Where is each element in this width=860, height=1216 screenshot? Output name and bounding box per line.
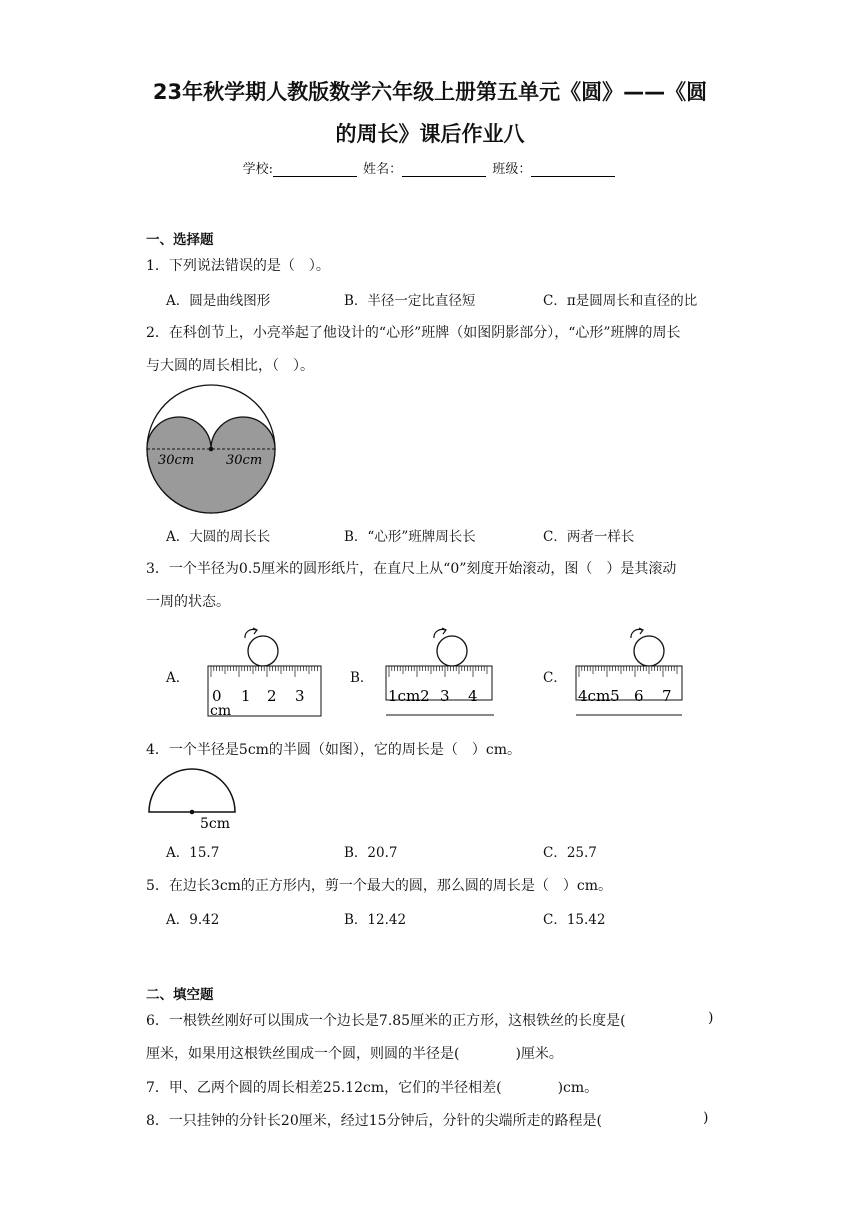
q2-option-a[interactable]: A．大圆的周长长	[166, 529, 271, 545]
q5-option-a[interactable]: A．9.42	[166, 912, 220, 928]
question-7: 7．甲、乙两个圆的周长相差25.12cm，它们的半径相差( )cm。	[146, 1080, 599, 1096]
q4-option-c[interactable]: C．25.7	[543, 845, 597, 861]
class-blank[interactable]	[531, 162, 615, 177]
page-title-line2: 的周长》课后作业八	[335, 122, 525, 146]
section-heading-choice: 一、选择题	[146, 232, 214, 248]
school-blank[interactable]	[273, 162, 357, 177]
question-2-line2: 与大圆的周长相比，（ ）。	[146, 358, 314, 374]
q4-option-b[interactable]: B．20.7	[344, 845, 398, 861]
name-label: 姓名：	[363, 162, 403, 177]
school-label: 学校:	[242, 162, 274, 177]
rolling-circle	[248, 636, 278, 666]
ruler-unit-label: cm	[210, 703, 232, 718]
q1-option-b[interactable]: B．半径一定比直径短	[344, 293, 476, 309]
q1-option-c[interactable]: C．π是圆周长和直径的比	[543, 293, 698, 309]
ruler-tick-label: 2	[267, 687, 277, 705]
name-blank[interactable]	[402, 162, 486, 177]
ruler-tick-label: 3	[440, 687, 450, 705]
question-8-line1-end: )	[703, 1110, 709, 1126]
question-6-line2: 厘米，如果用这根铁丝围成一个圆，则圆的半径是( )厘米。	[146, 1046, 563, 1062]
question-2-line1: 2．在科创节上，小亮举起了他设计的“心形”班牌（如图阴影部分），“心形”班牌的周长	[146, 325, 681, 341]
question-3-line2: 一周的状态。	[146, 594, 230, 610]
q3-option-a-letter[interactable]: A．	[166, 670, 190, 686]
ruler-tick-label: 4	[468, 687, 478, 705]
q2-option-b[interactable]: B．“心形”班牌周长长	[344, 529, 476, 545]
ruler-tick-label: 6	[634, 687, 644, 705]
center-dot	[209, 447, 214, 452]
q2-option-c[interactable]: C．两者一样长	[543, 529, 635, 545]
q3-ruler-figure-a	[204, 626, 326, 718]
semicircle-shape	[149, 769, 235, 812]
page-title-line1: 23年秋学期人教版数学六年级上册第五单元《圆》——《圆	[152, 80, 708, 104]
question-6-line1-end: )	[708, 1010, 714, 1026]
question-8-line1: 8．一只挂钟的分针长20厘米，经过15分钟后，分针的尖端所走的路程是(	[146, 1113, 602, 1129]
ruler-ticks	[579, 666, 677, 677]
q3-option-c-letter[interactable]: C．	[543, 670, 567, 686]
right-radius-label: 30cm	[226, 453, 263, 468]
center-dot	[190, 810, 195, 815]
class-label: 班级：	[492, 162, 532, 177]
rolling-circle	[437, 636, 467, 666]
question-5: 5．在边长3cm的正方形内，剪一个最大的圆，那么圆的周长是（ ）cm。	[146, 878, 613, 894]
q4-option-a[interactable]: A．15.7	[166, 845, 220, 861]
ruler-tick-label: 4cm5	[578, 687, 620, 705]
q5-option-c[interactable]: C．15.42	[543, 912, 606, 928]
ruler-tick-label: 7	[662, 687, 672, 705]
q3-option-b-letter[interactable]: B．	[350, 670, 374, 686]
q5-option-b[interactable]: B．12.42	[344, 912, 407, 928]
ruler-tick-label: 1	[241, 687, 251, 705]
question-4: 4．一个半径是5cm的半圆（如图），它的周长是（ ）cm。	[146, 742, 522, 758]
question-6-line1: 6．一根铁丝刚好可以围成一个边长是7.85厘米的正方形，这根铁丝的长度是(	[146, 1013, 626, 1029]
student-info	[0, 158, 860, 177]
q1-option-a[interactable]: A．圆是曲线图形	[166, 293, 271, 309]
question-3-line1: 3．一个半径为0.5厘米的圆形纸片，在直尺上从“0”刻度开始滚动，图（ ）是其滚动	[146, 561, 677, 577]
ruler-tick-label: 1cm2	[388, 687, 430, 705]
ruler-tick-label: 3	[295, 687, 305, 705]
left-radius-label: 30cm	[158, 453, 195, 468]
ruler-tick-label: 0	[212, 687, 222, 705]
radius-label: 5cm	[200, 816, 231, 832]
ruler-ticks	[389, 666, 487, 677]
q3-ruler-figure-b	[382, 626, 498, 718]
section-heading-fill-in: 二、填空题	[146, 987, 214, 1003]
rolling-circle	[634, 636, 664, 666]
ruler-ticks	[211, 666, 317, 677]
heart-in-circle-figure	[144, 382, 280, 518]
question-1: 1．下列说法错误的是（ ）。	[146, 258, 330, 274]
semicircle-figure	[144, 764, 240, 832]
q3-ruler-figure-c	[572, 626, 688, 718]
